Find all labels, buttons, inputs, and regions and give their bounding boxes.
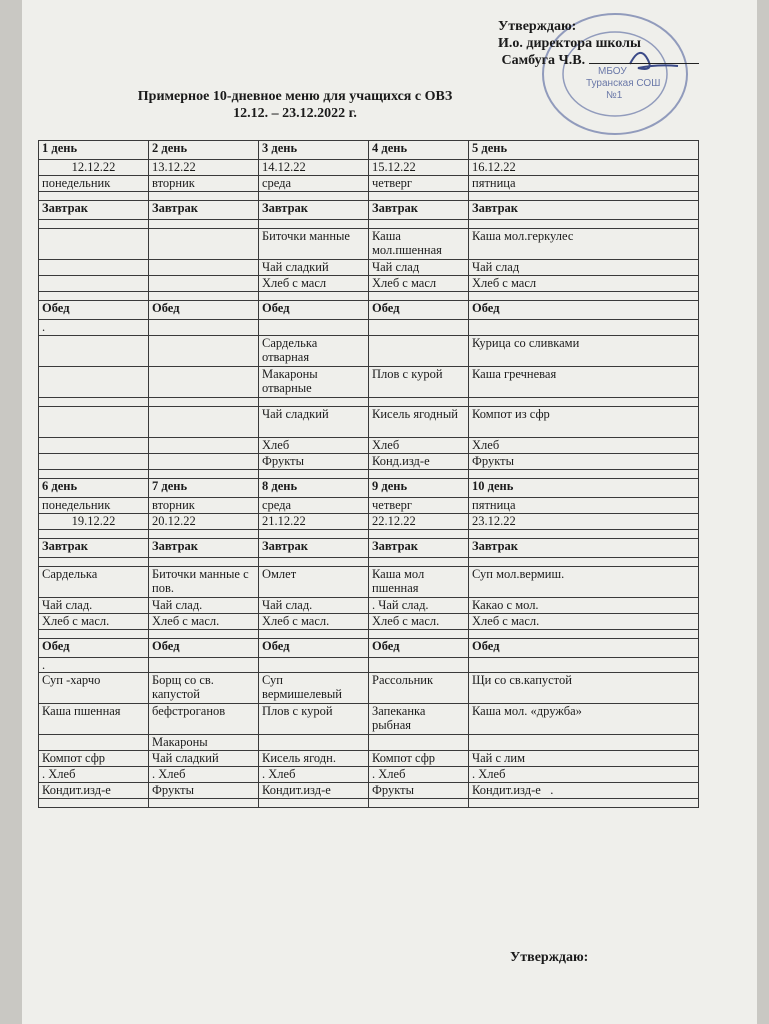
dish-cell: Кондит.изд-е bbox=[259, 783, 369, 799]
dish-cell bbox=[149, 438, 259, 454]
dish-cell bbox=[149, 454, 259, 470]
dish-cell: Макароны bbox=[149, 735, 259, 751]
meal-label: Завтрак bbox=[39, 539, 149, 558]
footer-approval: Утверждаю: bbox=[510, 950, 589, 965]
dish-cell: Плов с курой bbox=[259, 704, 369, 735]
dish-cell bbox=[149, 367, 259, 398]
menu-row bbox=[39, 276, 699, 292]
dish-cell: Каша мол.пшенная bbox=[369, 229, 469, 260]
dish-cell: Запеканка рыбная bbox=[369, 704, 469, 735]
dish-cell: Чай слад. bbox=[149, 598, 259, 614]
spacer-row bbox=[39, 558, 699, 567]
menu-row bbox=[39, 751, 699, 767]
menu-row bbox=[39, 673, 699, 704]
dish-cell bbox=[369, 336, 469, 367]
spacer-row bbox=[39, 398, 699, 407]
weekday-cell: четверг bbox=[369, 498, 469, 514]
dish-cell bbox=[39, 276, 149, 292]
dish-cell bbox=[39, 336, 149, 367]
dish-cell bbox=[39, 438, 149, 454]
menu-row bbox=[39, 336, 699, 367]
meal-label: Завтрак bbox=[469, 539, 699, 558]
menu-row bbox=[39, 704, 699, 735]
meal-label: Завтрак bbox=[369, 539, 469, 558]
dish-cell: Хлеб с масл bbox=[259, 276, 369, 292]
dish-cell: Хлеб с масл. bbox=[469, 614, 699, 630]
date-cell: 23.12.22 bbox=[469, 514, 699, 530]
spacer-row bbox=[39, 292, 699, 301]
date-cell: 21.12.22 bbox=[259, 514, 369, 530]
dish-cell: Хлеб с масл. bbox=[39, 614, 149, 630]
dish-cell: Курица со сливками bbox=[469, 336, 699, 367]
dish-cell: Биточки манные bbox=[259, 229, 369, 260]
day-label: 6 день bbox=[39, 479, 149, 498]
stamp-line-2: Туранская СОШ bbox=[586, 78, 661, 89]
menu-row bbox=[39, 229, 699, 260]
dish-cell: Макароны отварные bbox=[259, 367, 369, 398]
date-cell: 16.12.22 bbox=[469, 160, 699, 176]
dish-cell: Каша мол. «дружба» bbox=[469, 704, 699, 735]
date-cell: 22.12.22 bbox=[369, 514, 469, 530]
stamp-line-1: МБОУ bbox=[598, 66, 627, 77]
approval-block bbox=[498, 18, 699, 69]
dish-cell bbox=[39, 454, 149, 470]
dish-cell: Омлет bbox=[259, 567, 369, 598]
dish-cell: Кисель ягодн. bbox=[259, 751, 369, 767]
meal-label: Обед bbox=[39, 301, 149, 320]
weekday-cell: пятница bbox=[469, 498, 699, 514]
spacer-row bbox=[39, 470, 699, 479]
dish-cell: . Хлеб bbox=[259, 767, 369, 783]
date-cell: 13.12.22 bbox=[149, 160, 259, 176]
day-label: 4 день bbox=[369, 141, 469, 160]
day-label: 8 день bbox=[259, 479, 369, 498]
dish-cell: Чай слад. bbox=[39, 598, 149, 614]
dish-cell bbox=[39, 260, 149, 276]
dish-cell: Конд.изд-е bbox=[369, 454, 469, 470]
dish-cell bbox=[39, 229, 149, 260]
week2-lunch-header bbox=[39, 639, 699, 658]
week1-weekdays-row bbox=[39, 176, 699, 192]
date-cell: 12.12.22 bbox=[39, 160, 149, 176]
dish-cell: Рассольник bbox=[369, 673, 469, 704]
meal-label: Обед bbox=[259, 301, 369, 320]
day-label: 7 день bbox=[149, 479, 259, 498]
dish-cell: Кисель ягодный bbox=[369, 407, 469, 438]
date-cell: 14.12.22 bbox=[259, 160, 369, 176]
weekday-cell: вторник bbox=[149, 498, 259, 514]
week2-dates-row bbox=[39, 514, 699, 530]
day-label: 9 день bbox=[369, 479, 469, 498]
dish-cell bbox=[469, 783, 699, 799]
dish-cell: Компот сфр bbox=[369, 751, 469, 767]
approval-line-3 bbox=[498, 52, 699, 69]
menu-row bbox=[39, 438, 699, 454]
dish-cell: Хлеб с масл. bbox=[259, 614, 369, 630]
week1-breakfast-header bbox=[39, 201, 699, 220]
meal-label: Обед bbox=[369, 301, 469, 320]
meal-label: Завтрак bbox=[149, 539, 259, 558]
day-label: 2 день bbox=[149, 141, 259, 160]
menu-row bbox=[39, 658, 699, 673]
dot-cell: . bbox=[39, 320, 149, 336]
dish-cell: Фрукты bbox=[469, 454, 699, 470]
dish-cell bbox=[39, 367, 149, 398]
menu-table bbox=[38, 140, 699, 808]
dish-cell bbox=[149, 336, 259, 367]
dish-cell: Компот из сфр bbox=[469, 407, 699, 438]
weekday-cell: понедельник bbox=[39, 176, 149, 192]
dish-cell: . Хлеб bbox=[469, 767, 699, 783]
week1-lunch-header bbox=[39, 301, 699, 320]
dish-cell: Фрукты bbox=[369, 783, 469, 799]
dish-cell: Чай сладкий bbox=[259, 407, 369, 438]
meal-label: Обед bbox=[369, 639, 469, 658]
date-cell: 20.12.22 bbox=[149, 514, 259, 530]
dish-cell bbox=[369, 735, 469, 751]
meal-label: Завтрак bbox=[259, 539, 369, 558]
dish-cell bbox=[149, 407, 259, 438]
meal-label: Завтрак bbox=[469, 201, 699, 220]
meal-label: Обед bbox=[149, 639, 259, 658]
spacer-row bbox=[39, 530, 699, 539]
weekday-cell: четверг bbox=[369, 176, 469, 192]
weekday-cell: пятница bbox=[469, 176, 699, 192]
dish-cell: Чай слад. bbox=[259, 598, 369, 614]
menu-row bbox=[39, 598, 699, 614]
approval-line-1: Утверждаю: bbox=[498, 19, 577, 34]
meal-label: Завтрак bbox=[259, 201, 369, 220]
dish-cell bbox=[149, 276, 259, 292]
dish-cell: Фрукты bbox=[149, 783, 259, 799]
menu-row bbox=[39, 614, 699, 630]
dish-cell: Чай с лим bbox=[469, 751, 699, 767]
dish-cell: Чай слад bbox=[369, 260, 469, 276]
dish-cell: Суп мол.вермиш. bbox=[469, 567, 699, 598]
menu-row bbox=[39, 320, 699, 336]
weekday-cell: среда bbox=[259, 498, 369, 514]
dish-cell: Хлеб bbox=[259, 438, 369, 454]
date-cell: 19.12.22 bbox=[39, 514, 149, 530]
approval-name: Самбуга Ч.В. bbox=[501, 53, 586, 68]
spacer-row bbox=[39, 630, 699, 639]
menu-row bbox=[39, 767, 699, 783]
day-label: 5 день bbox=[469, 141, 699, 160]
dish-cell: Сарделька отварная bbox=[259, 336, 369, 367]
meal-label: Обед bbox=[469, 639, 699, 658]
dish-cell bbox=[149, 260, 259, 276]
dish-cell: Фрукты bbox=[259, 454, 369, 470]
menu-row bbox=[39, 407, 699, 438]
signature-line bbox=[589, 63, 699, 64]
dish-cell: Хлеб bbox=[469, 438, 699, 454]
meal-label: Обед bbox=[259, 639, 369, 658]
dish-cell: Какао с мол. bbox=[469, 598, 699, 614]
dish-cell: бефстроганов bbox=[149, 704, 259, 735]
meal-label: Завтрак bbox=[39, 201, 149, 220]
dish-cell bbox=[469, 735, 699, 751]
dish-cell: . Чай слад. bbox=[369, 598, 469, 614]
dish-cell: Хлеб с масл. bbox=[369, 614, 469, 630]
weekday-cell: понедельник bbox=[39, 498, 149, 514]
menu-row bbox=[39, 367, 699, 398]
dish-cell: Сарделька bbox=[39, 567, 149, 598]
dish-cell: Хлеб с масл bbox=[469, 276, 699, 292]
title-line-2: 12.12. – 23.12.2022 г. bbox=[233, 106, 357, 121]
menu-row bbox=[39, 783, 699, 799]
weekday-cell: вторник bbox=[149, 176, 259, 192]
meal-label: Обед bbox=[39, 639, 149, 658]
dish-cell: Каша мол пшенная bbox=[369, 567, 469, 598]
menu-row bbox=[39, 735, 699, 751]
dish-cell: Чай сладкий bbox=[259, 260, 369, 276]
dish-cell: Чай слад bbox=[469, 260, 699, 276]
dish-cell: Плов с курой bbox=[369, 367, 469, 398]
dish-cell: Хлеб с масл. bbox=[149, 614, 259, 630]
week2-days-row bbox=[39, 479, 699, 498]
dish-cell: Каша мол.геркулес bbox=[469, 229, 699, 260]
dish-cell bbox=[39, 407, 149, 438]
week1-days-row bbox=[39, 141, 699, 160]
dish-cell: Щи со св.капустой bbox=[469, 673, 699, 704]
dish-cell: Биточки манные с пов. bbox=[149, 567, 259, 598]
spacer-row bbox=[39, 799, 699, 808]
meal-label: Обед bbox=[469, 301, 699, 320]
dish-cell: Хлеб bbox=[369, 438, 469, 454]
menu-row bbox=[39, 567, 699, 598]
dish-cell: Борщ со св. капустой bbox=[149, 673, 259, 704]
week2-weekdays-row bbox=[39, 498, 699, 514]
dish-cell: . Хлеб bbox=[149, 767, 259, 783]
dish-cell bbox=[259, 735, 369, 751]
day-label: 1 день bbox=[39, 141, 149, 160]
meal-label: Завтрак bbox=[149, 201, 259, 220]
approval-line-2: И.о. директора школы bbox=[498, 36, 641, 51]
dish-cell: . Хлеб bbox=[369, 767, 469, 783]
week2-breakfast-header bbox=[39, 539, 699, 558]
date-cell: 15.12.22 bbox=[369, 160, 469, 176]
dish-cell: Хлеб с масл bbox=[369, 276, 469, 292]
week1-dates-row bbox=[39, 160, 699, 176]
dish-cell: Кондит.изд-е bbox=[39, 783, 149, 799]
weekday-cell: среда bbox=[259, 176, 369, 192]
day-label: 3 день bbox=[259, 141, 369, 160]
meal-label: Обед bbox=[149, 301, 259, 320]
dish-cell: Компот сфр bbox=[39, 751, 149, 767]
dot-cell: . bbox=[39, 658, 149, 673]
dish-cell: Суп вермишелевый bbox=[259, 673, 369, 704]
dish-cell: Каша пшенная bbox=[39, 704, 149, 735]
dish-cell bbox=[39, 735, 149, 751]
dish-text: Кондит.изд-е bbox=[472, 783, 541, 797]
menu-row bbox=[39, 260, 699, 276]
page-title bbox=[110, 88, 480, 122]
stamp-line-3: №1 bbox=[606, 90, 623, 101]
dish-cell: . Хлеб bbox=[39, 767, 149, 783]
trailing-dot: . bbox=[550, 783, 554, 797]
spacer-row bbox=[39, 220, 699, 229]
dish-cell bbox=[149, 229, 259, 260]
day-label: 10 день bbox=[469, 479, 699, 498]
dish-cell: Суп -харчо bbox=[39, 673, 149, 704]
dish-cell: Чай сладкий bbox=[149, 751, 259, 767]
meal-label: Завтрак bbox=[369, 201, 469, 220]
menu-row bbox=[39, 454, 699, 470]
spacer-row bbox=[39, 192, 699, 201]
title-line-1: Примерное 10-дневное меню для учащихся с ОВЗ bbox=[137, 89, 453, 104]
dish-cell: Каша гречневая bbox=[469, 367, 699, 398]
